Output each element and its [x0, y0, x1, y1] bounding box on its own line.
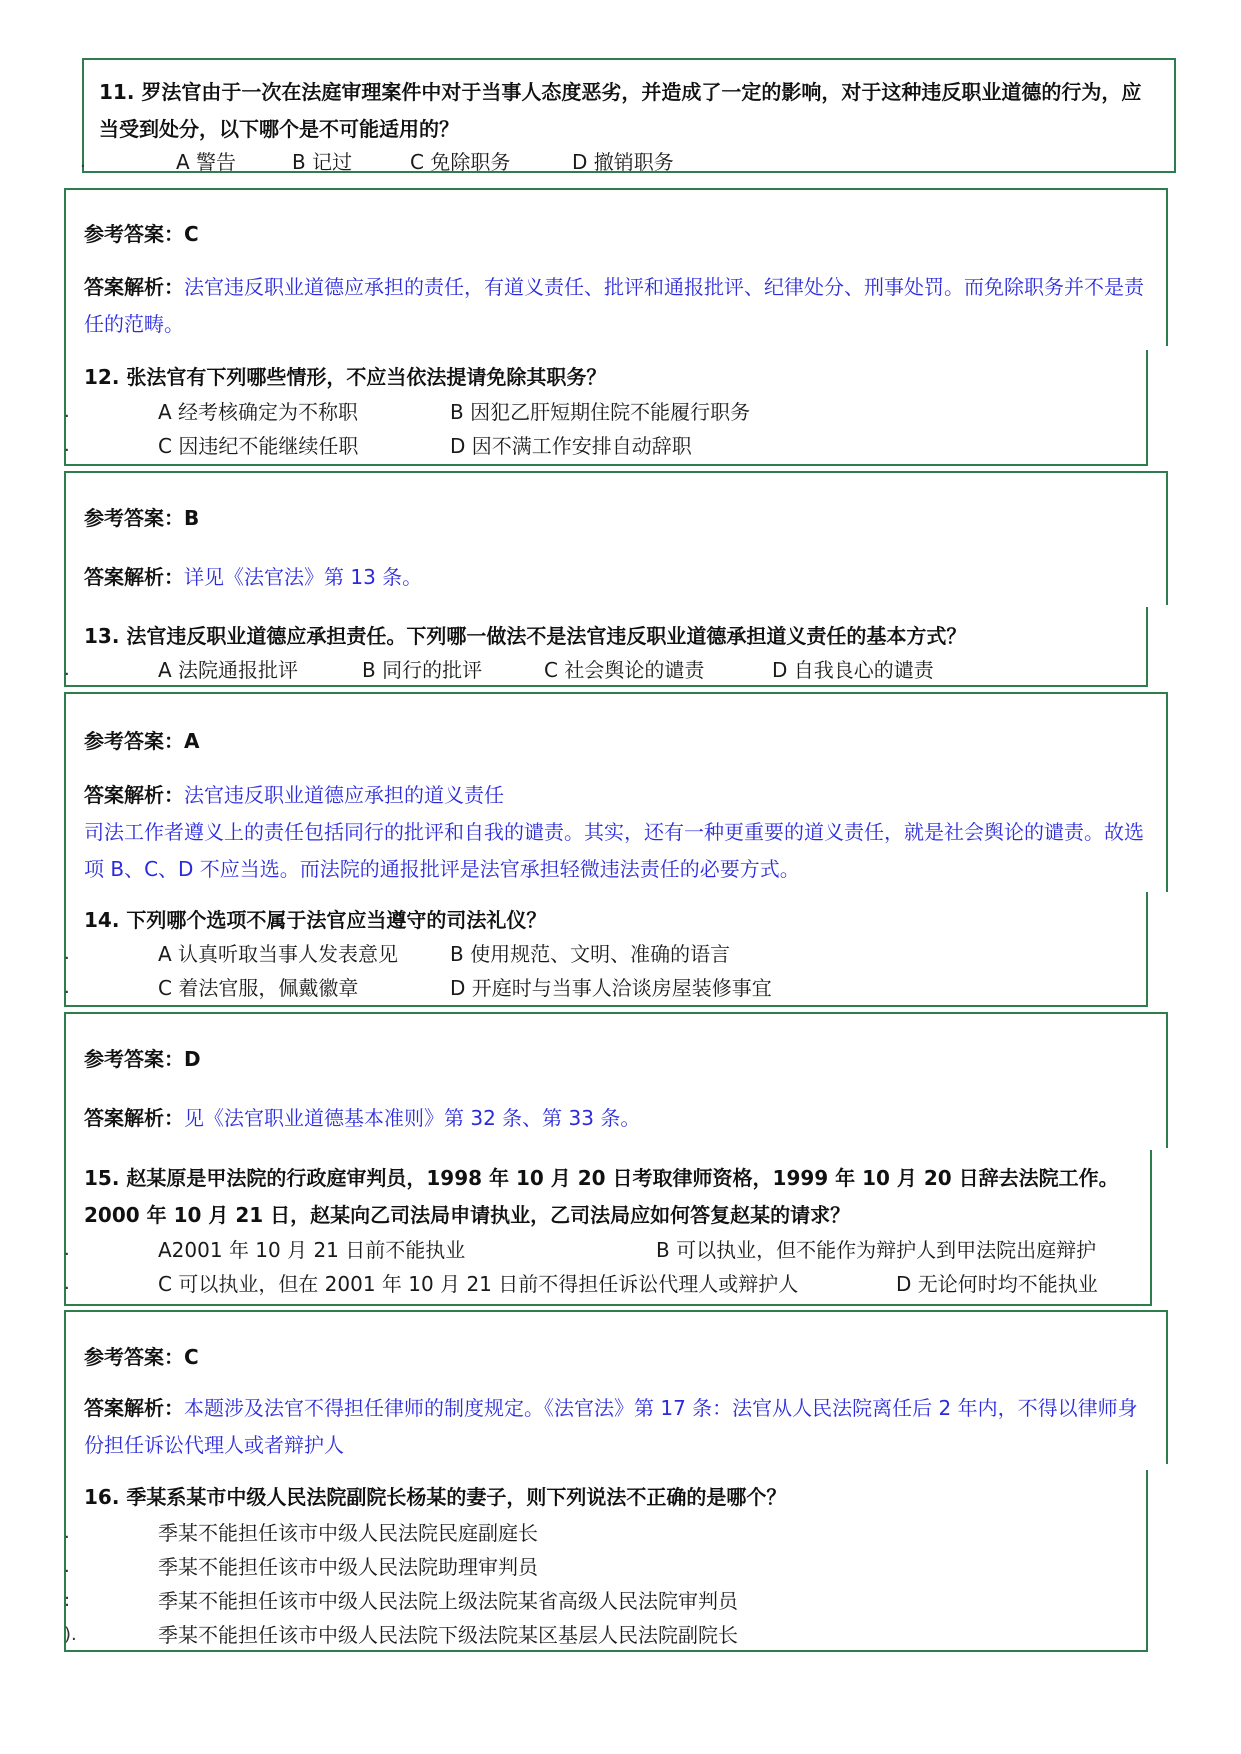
q13-option-a: A 法院通报批评 [158, 658, 299, 682]
q14-marker: . [64, 943, 70, 964]
answer-value: A [184, 729, 200, 753]
a15-analysis [84, 1390, 1156, 1464]
q14-option-c: C 着法官服，佩戴徽章 [158, 976, 359, 1000]
a12-analysis [84, 559, 1156, 596]
answer-label: 参考答案： [84, 1345, 184, 1369]
q16-option-a: 季某不能担任该市中级人民法院民庭副庭长 [158, 1521, 538, 1545]
q16-option-c: 季某不能担任该市中级人民法院上级法院某省高级人民法院审判员 [158, 1589, 738, 1613]
q16-option-b: 季某不能担任该市中级人民法院助理审判员 [158, 1555, 538, 1579]
q16-marker: : [64, 1590, 71, 1611]
q12-option-d: D 因不满工作安排自动辞职 [450, 434, 692, 458]
q11-option-a: A 警告 [176, 150, 237, 174]
q15-option-a: A2001 年 10 月 21 日前不能执业 [158, 1238, 466, 1262]
a11-analysis [84, 269, 1156, 343]
answer-value: B [184, 506, 200, 530]
q12-marker: . [64, 401, 70, 422]
q15-marker: . [64, 1239, 70, 1260]
q13-question: 13. 法官违反职业道德应承担责任。下列哪一做法不是法官违反职业道德承担道义责任的基本方式？ [84, 624, 967, 648]
q16-marker: . [64, 1556, 70, 1577]
answer-label: 参考答案： [84, 222, 184, 246]
a13-analysis [84, 777, 1156, 888]
q16-marker: ). [64, 1624, 77, 1645]
q11-option-c: C 免除职务 [410, 150, 511, 174]
analysis-text: 司法工作者遵义上的责任包括同行的批评和自我的谴责。其实，还有一种更重要的道义责任，就是社会舆论的谴责。故选项 B、C、D 不应当选。而法院的通报批评是法官承担轻微违法责任的必要方式。 [84, 820, 1144, 881]
a14-answer-line [84, 1043, 201, 1072]
q16-marker: . [64, 1522, 70, 1543]
q14-option-d: D 开庭时与当事人洽谈房屋装修事宜 [450, 976, 772, 1000]
q15-question: 15. 赵某原是甲法院的行政庭审判员，1998 年 10 月 20 日考取律师资格，1999 年 10 月 20 日辞去法院工作。2000 年 10 月 21 日，赵某向乙司法局申请执业，乙司法局应如何答复赵某的请求？ [84, 1166, 1119, 1227]
a15-answer-line [84, 1341, 199, 1370]
q12-option-b: B 因犯乙肝短期住院不能履行职务 [450, 400, 751, 424]
analysis-label: 答案解析： [84, 275, 184, 299]
q13-option-d: D 自我良心的谴责 [772, 658, 934, 682]
a14-analysis [84, 1100, 1156, 1137]
q12-question: 12. 张法官有下列哪些情形，不应当依法提请免除其职务？ [84, 365, 607, 389]
q15-option-b: B 可以执业，但不能作为辩护人到甲法院出庭辩护 [656, 1238, 1097, 1262]
q16-question: 16. 季某系某市中级人民法院副院长杨某的妻子，则下列说法不正确的是哪个？ [84, 1485, 787, 1509]
analysis-text: 见《法官职业道德基本准则》第 32 条、第 33 条。 [184, 1106, 641, 1130]
q15-option-d: D 无论何时均不能执业 [896, 1272, 1098, 1296]
q14-question: 14. 下列哪个选项不属于法官应当遵守的司法礼仪？ [84, 908, 547, 932]
a12-answer-line [84, 502, 199, 531]
a13-answer-line [84, 725, 199, 754]
analysis-text: 本题涉及法官不得担任律师的制度规定。《法官法》第 17 条：法官从人民法院离任后 2 年内，不得以律师身份担任诉讼代理人或者辩护人 [84, 1396, 1138, 1457]
answer-label: 参考答案： [84, 506, 184, 530]
q15-marker: . [64, 1273, 70, 1294]
q14-option-b: B 使用规范、文明、准确的语言 [450, 942, 731, 966]
analysis-label: 答案解析： [84, 1106, 184, 1130]
q13-marker: . [64, 659, 70, 680]
q12-marker: . [64, 435, 70, 456]
q11-option-d: D 撤销职务 [572, 150, 674, 174]
q11-option-b: B 记过 [292, 150, 353, 174]
analysis-label: 答案解析： [84, 1396, 184, 1420]
q13-option-b: B 同行的批评 [362, 658, 483, 682]
answer-label: 参考答案： [84, 729, 184, 753]
answer-label: 参考答案： [84, 1047, 184, 1071]
analysis-text: 详见《法官法》第 13 条。 [184, 565, 423, 589]
analysis-heading: 法官违反职业道德应承担的道义责任 [184, 783, 504, 807]
answer-value: D [184, 1047, 201, 1071]
q13-option-c: C 社会舆论的谴责 [544, 658, 705, 682]
analysis-label: 答案解析： [84, 565, 184, 589]
q11-marker: . [80, 151, 86, 172]
q11-question: 11. 罗法官由于一次在法庭审理案件中对于当事人态度恶劣，并造成了一定的影响，对于这种违反职业道德的行为，应当受到处分，以下哪个是不可能适用的？ [99, 80, 1142, 141]
analysis-label: 答案解析： [84, 783, 184, 807]
analysis-text: 法官违反职业道德应承担的责任，有道义责任、批评和通报批评、纪律处分、刑事处罚。而免除职务并不是责任的范畴。 [84, 275, 1144, 336]
q12-option-a: A 经考核确定为不称职 [158, 400, 359, 424]
q15-option-c: C 可以执业，但在 2001 年 10 月 21 日前不得担任诉讼代理人或辩护人 [158, 1272, 799, 1296]
answer-value: C [184, 222, 199, 246]
answer-value: C [184, 1345, 199, 1369]
a11-answer-line [84, 218, 199, 247]
q16-option-d: 季某不能担任该市中级人民法院下级法院某区基层人民法院副院长 [158, 1623, 738, 1647]
q14-option-a: A 认真听取当事人发表意见 [158, 942, 399, 966]
q12-option-c: C 因违纪不能继续任职 [158, 434, 359, 458]
q14-marker: . [64, 977, 70, 998]
